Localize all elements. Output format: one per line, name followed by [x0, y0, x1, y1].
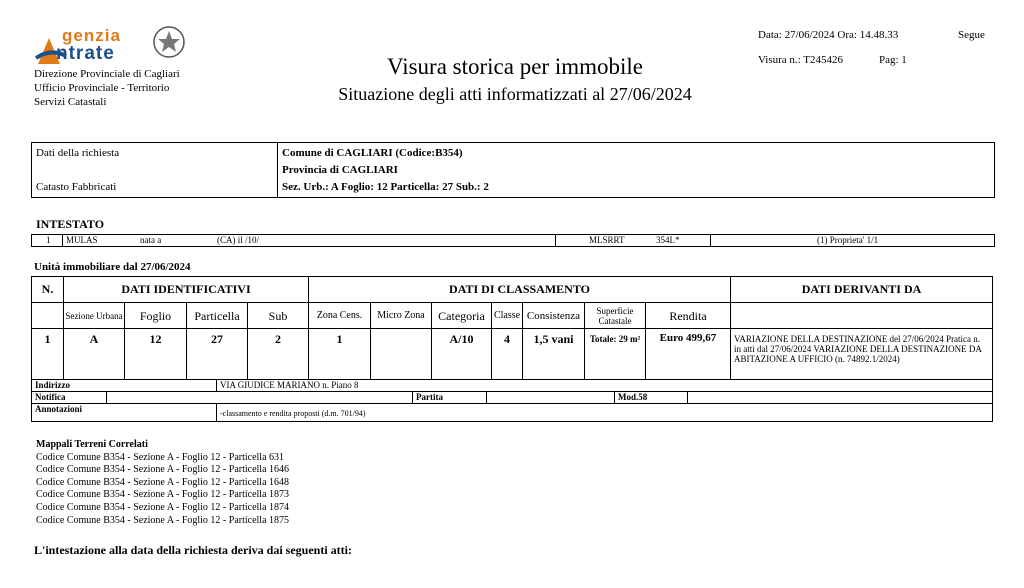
row-consistenza: 1,5 vani	[522, 328, 585, 380]
deriv-header: DATI DERIVANTI DA	[730, 276, 993, 303]
mappali-item: Codice Comune B354 - Sezione A - Foglio 12 - Particella 1874	[36, 501, 290, 513]
richiesta-label: Dati della richiesta	[36, 147, 120, 159]
unita-table	[31, 276, 993, 424]
logo-line1: genzia	[62, 26, 121, 45]
col-foglio: Foglio	[124, 302, 187, 329]
mappali-block	[36, 439, 289, 527]
row-n: 1	[31, 328, 64, 380]
col-categoria: Categoria	[431, 302, 492, 329]
row-rendita: Euro 499,67	[645, 328, 731, 380]
notifica-label: Notifica	[31, 391, 107, 404]
office-line1: Direzione Provinciale di Cagliari	[34, 68, 180, 80]
intestato-nata: nata a	[140, 235, 162, 245]
provincia-value: Provincia di CAGLIARI	[282, 164, 398, 176]
col-classe: Classe	[491, 302, 523, 329]
row-foglio: 12	[124, 328, 187, 380]
intestato-cf1: MLSRRT	[589, 235, 625, 245]
col-particella: Particella	[186, 302, 248, 329]
segue-label: Segue	[958, 29, 985, 41]
comune-value: Comune di CAGLIARI (Codice:B354)	[282, 147, 463, 159]
mappali-item: Codice Comune B354 - Sezione A - Foglio 12 - Particella 1875	[36, 514, 290, 526]
col-consistenza: Consistenza	[522, 302, 585, 329]
visura-number: Visura n.: T245426	[758, 54, 843, 66]
row-superficie: Totale: 29 m²	[584, 328, 646, 380]
col-rendita: Rendita	[645, 302, 731, 329]
intestato-name: MULAS	[66, 235, 98, 245]
page-title: Visura storica per immobile	[386, 54, 644, 79]
row-particella: 27	[186, 328, 248, 380]
annotazioni-label: Annotazioni	[31, 403, 217, 422]
annotazioni-value: -classamento e rendita proposti (d.m. 701/94)	[216, 403, 993, 422]
row-sezione: A	[63, 328, 125, 380]
col-sub: Sub	[247, 302, 309, 329]
row-zona: 1	[308, 328, 371, 380]
indirizzo-label: Indirizzo	[31, 379, 217, 392]
office-block	[34, 67, 180, 109]
logo-line2: ntrate	[56, 43, 115, 64]
intestato-num: 1	[46, 235, 51, 245]
intestato-cf2: 354L*	[656, 235, 680, 245]
intestato-diritto: (1) Proprieta' 1/1	[817, 235, 879, 245]
mod58-label: Mod.58	[614, 391, 688, 404]
mappali-item: Codice Comune B354 - Sezione A - Foglio 12 - Particella 1873	[36, 489, 290, 501]
row-micro	[370, 328, 432, 380]
mappali-item: Codice Comune B354 - Sezione A - Foglio 12 - Particella 1648	[36, 476, 290, 488]
mappali-item: Codice Comune B354 - Sezione A - Foglio 12 - Particella 1646	[36, 464, 290, 476]
catasto-label: Catasto Fabbricati	[36, 181, 117, 193]
indirizzo-value: VIA GIUDICE MARIANO n. Piano 8	[216, 379, 993, 392]
row-derivanti: VARIAZIONE DELLA DESTINAZIONE del 27/06/2024 Pratica n. in atti dal 27/06/2024 VARIAZIONE DELLA DESTINAZIONE DA ABITAZIONE A UFFICIO (n. 74892.1/2024)	[730, 328, 993, 380]
office-line3: Servizi Catastali	[34, 96, 107, 108]
class-header: DATI DI CLASSAMENTO	[308, 276, 731, 303]
agenzia-entrate-logo	[34, 24, 194, 66]
intestato-row	[31, 234, 995, 247]
richiesta-box	[31, 142, 995, 198]
col-n-header: N.	[31, 276, 64, 303]
intestato-luogo: (CA) il /10/	[217, 235, 259, 245]
row-classe: 4	[491, 328, 523, 380]
footer-note: L'intestazione alla data della richiesta deriva dai seguenti atti:	[34, 543, 352, 557]
ident-header: DATI IDENTIFICATIVI	[63, 276, 309, 303]
col-zona: Zona Cens.	[308, 302, 371, 329]
col-superficie: Superficie Catastale	[584, 302, 646, 329]
row-categoria: A/10	[431, 328, 492, 380]
riferimenti-value: Sez. Urb.: A Foglio: 12 Particella: 27 Sub.: 2	[282, 181, 489, 193]
unita-title: Unità immobiliare dal 27/06/2024	[34, 261, 191, 273]
mappali-item: Codice Comune B354 - Sezione A - Foglio 12 - Particella 631	[36, 451, 285, 463]
row-sub: 2	[247, 328, 309, 380]
office-line2: Ufficio Provinciale - Territorio	[34, 82, 170, 94]
mappali-title: Mappali Terreni Correlati	[36, 439, 148, 450]
partita-label: Partita	[412, 391, 487, 404]
page-number: Pag: 1	[879, 54, 907, 66]
col-sezione: Sezione Urbana	[63, 302, 125, 329]
page-subtitle: Situazione degli atti informatizzati al 27/06/2024	[338, 84, 692, 104]
print-date: Data: 27/06/2024 Ora: 14.48.33	[758, 29, 899, 41]
italian-emblem-icon	[152, 24, 186, 62]
col-micro: Micro Zona	[370, 302, 432, 329]
intestato-title: INTESTATO	[36, 217, 105, 231]
